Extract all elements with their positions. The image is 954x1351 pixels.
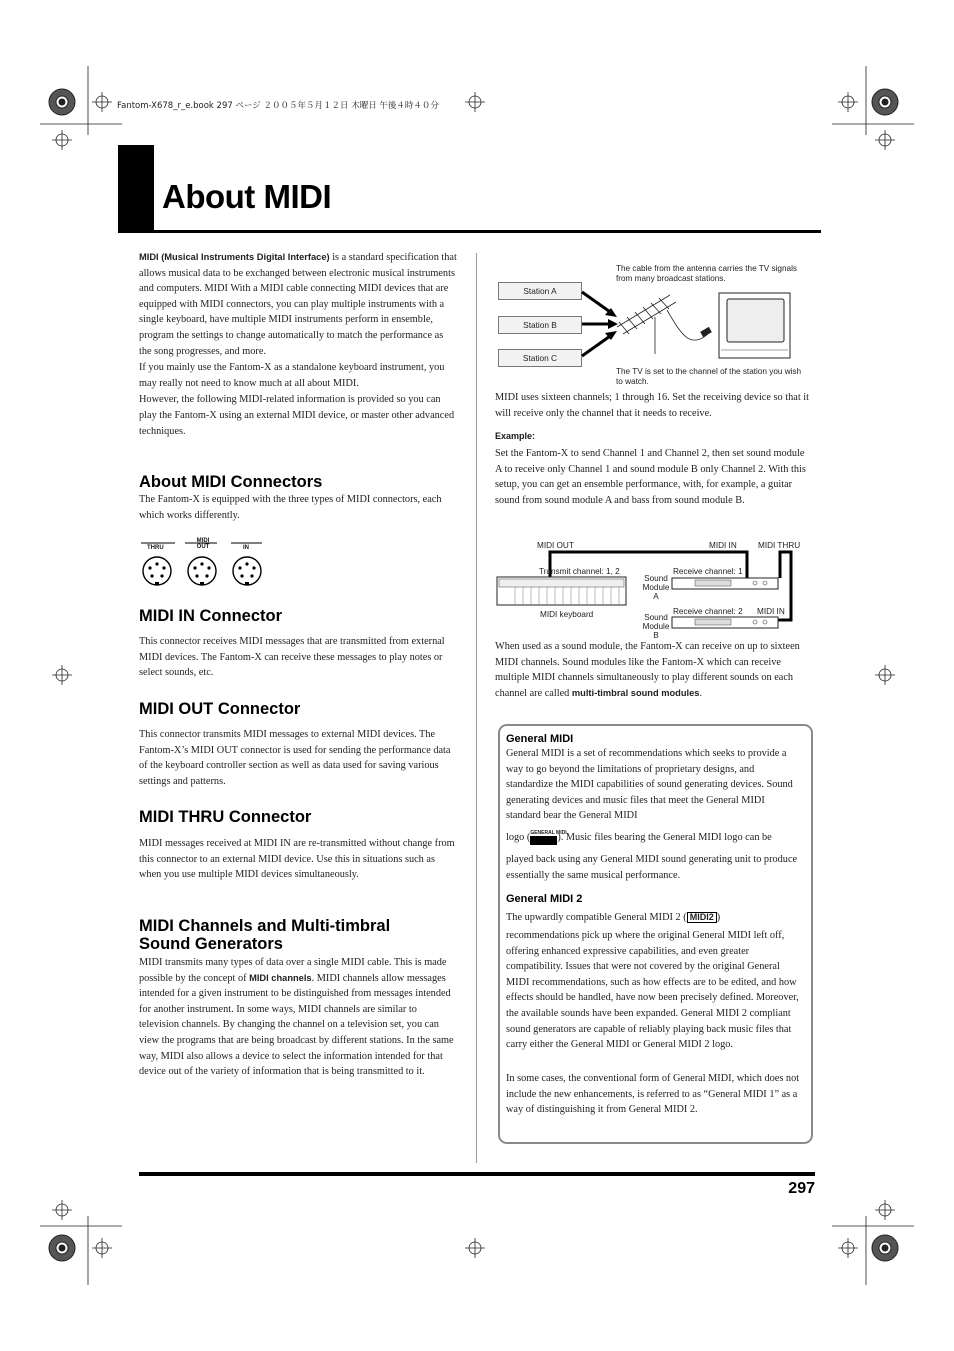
midi-in-top-label: MIDI IN: [709, 541, 737, 550]
channels-text-b: . MIDI channels allow messages intended for a given instrument to be distinguished from messages intended for another instrument. In some ways, MIDI channels are similar to television channels. By changing the channel on a television set, you can view the programs that are being broadcast by different stations. In the same way, MIDI also allows a device to select the information intended for that device out of the variety of information that is being transmitted to it.: [139, 972, 454, 1078]
tv-note: The TV is set to the channel of the station you wish to watch.: [616, 367, 802, 386]
gm2-suffix: ): [716, 912, 721, 923]
column-divider: [476, 253, 477, 1163]
gm-logo-suffix: ). Music files bearing the General MIDI logo can be: [557, 832, 772, 843]
connectors-heading: About MIDI Connectors: [139, 473, 323, 491]
station-c-box: Station C: [498, 349, 582, 367]
out-label: MIDI OUT: [196, 538, 210, 550]
tv-broadcast-diagram: [495, 262, 815, 390]
example-label: Example:: [495, 431, 536, 441]
midi-in-heading: MIDI IN Connector: [139, 607, 282, 625]
sixteen-channels-text: MIDI uses sixteen channels; 1 through 16. Set the receiving device so that it will receive only the channel that it needs to receive.: [495, 392, 809, 419]
midi-thru-text: MIDI messages received at MIDI IN are re-transmitted without change from this connector to an external MIDI device. Use this in situations such as when you use multiple MIDI devices simultaneously.: [139, 838, 455, 881]
midi-out-label: MIDI OUT: [537, 541, 574, 550]
channels-heading-line-1: MIDI Channels and Multi-timbral: [139, 917, 391, 935]
gm-text-1: General MIDI is a set of recommendations which seeks to provide a way to go beyond the limitations of proprietary designs, and standardize the MIDI capabilities of sound generating devices. Sound generating devices and music files that meet the General MIDI standard bear the General MIDI: [506, 748, 793, 822]
intro-section: [139, 250, 457, 439]
title-block: [118, 145, 154, 233]
gm-logo-line: [506, 830, 806, 846]
midi-connectors-illustration: [139, 538, 264, 590]
midi-connection-diagram: [495, 538, 815, 638]
midi-thru-heading: MIDI THRU Connector: [139, 808, 312, 826]
gm2-prefix: The upwardly compatible General MIDI 2 (: [506, 912, 687, 923]
connectors-text: The Fantom-X is equipped with the three types of MIDI connectors, each which works differently.: [139, 494, 442, 521]
midi-in-bottom-label: MIDI IN: [757, 607, 785, 616]
midi-out-heading: MIDI OUT Connector: [139, 700, 301, 718]
multitimbral-body: When used as a sound module, the Fantom-X can receive on up to sixteen MIDI channels. Sound modules like the Fantom-X which can receive multiple MIDI channels simultaneously to play different sounds on each channel are called: [495, 641, 800, 699]
module-b-label: Sound Module B: [642, 613, 670, 640]
multitimbral-end: .: [699, 687, 703, 699]
cable-note: The cable from the antenna carries the TV signals from many broadcast stations.: [616, 264, 797, 283]
intro-paragraph-1: [139, 250, 457, 359]
gm-heading: General MIDI: [506, 733, 574, 745]
example-text: Set the Fantom-X to send Channel 1 and Channel 2, then set sound module A to receive only Channel 1 and sound module B only Channel 2. With this setup, you can get an ensemble performance, with, for example, a guitar sound from sound module A and bass from sound module B.: [495, 448, 806, 506]
station-a-box: Station A: [498, 282, 582, 300]
station-b-box: Station B: [498, 316, 582, 334]
gm2-text-1: recommendations pick up where the original General MIDI left off, offering enhanced expressive capabilities, and even greater compatibility. Issues that were not covered by the original General MIDI recommendations, such as how effects are to be edited, and how effects should be handled, have now been precisely defined. Moreover, the available sounds have been expanded. General MIDI 2 compliant sound generators are capable of reliably playing back music files that carry either the General MIDI or General MIDI 2 logo.: [506, 930, 799, 1051]
midi-thru-label: MIDI THRU: [758, 541, 801, 550]
gm-text-2: played back using any General MIDI sound generating unit to produce essentially the same musical performance.: [506, 854, 798, 881]
intro-paragraph-2: If you mainly use the Fantom-X as a standalone keyboard instrument, you may really not need to know much at all about MIDI.: [139, 362, 445, 389]
footer-rule: [139, 1172, 815, 1176]
channels-text-a: MIDI transmits many types of data over a single MIDI cable. This is made possible by the concept of: [139, 957, 447, 984]
receive-2-label: Receive channel: 2: [673, 607, 743, 616]
multitimbral-term: multi-timbral sound modules: [571, 687, 700, 698]
gm2-logo-line: [506, 910, 806, 926]
midi-term: MIDI (Musical Instruments Digital Interface): [139, 252, 330, 262]
intro-paragraph-3: However, the following MIDI-related information is provided so you can play the Fantom-X using an external MIDI device, or master other advanced techniques.: [139, 394, 455, 437]
keyboard-label: MIDI keyboard: [540, 610, 594, 619]
channels-text: [139, 955, 457, 1080]
multitimbral-text: [495, 639, 813, 701]
midi-in-text: This connector receives MIDI messages that are transmitted from external MIDI devices. The Fantom-X can receive these messages to play notes or select sounds, etc.: [139, 636, 445, 679]
module-a-label: Sound Module A: [642, 574, 670, 601]
page-title: About MIDI: [162, 178, 332, 215]
thru-label: THRU: [147, 545, 164, 551]
gm-logo-prefix: logo (: [506, 832, 531, 843]
intro-text: is a standard specification that allows musical data to be exchanged between electronic musical instruments and computers. MIDI With a MIDI cable connecting MIDI devices that are equipped with MIDI connectors, you can play multiple instruments with a single keyboard, have multiple MIDI instruments perform in ensemble, program the settings to change automatically to match the performance as the song progresses, and more.: [139, 252, 457, 357]
page-number: 297: [788, 1180, 815, 1197]
in-label: IN: [243, 545, 249, 551]
gm2-text-2: In some cases, the conventional form of General MIDI, which does not include the new enhancements, is referred to as “General MIDI 1” as a way of distinguishing it from General MIDI 2.: [506, 1073, 800, 1116]
midi-out-text: This connector transmits MIDI messages to external MIDI devices. The Fantom-X’s MIDI OUT connector is used for sending the performance data of the keyboard controller section as well as data used for saving various settings and patterns.: [139, 729, 451, 787]
midi-channels-term: MIDI channels: [249, 972, 312, 983]
title-rule: [118, 230, 821, 233]
gm2-heading: General MIDI 2: [506, 893, 583, 905]
gm-logo-text: GENERAL MIDI: [530, 830, 557, 845]
file-info-header: Fantom-X678_r_e.book 297 ページ ２００５年５月１２日 木曜日 午後４時４０分: [117, 101, 439, 111]
channels-heading: [139, 917, 390, 953]
receive-1-label: Receive channel: 1: [673, 567, 743, 576]
channels-heading-line-2: Sound Generators: [139, 935, 283, 953]
general-midi-logo: [530, 830, 567, 845]
transmit-label: Transmit channel: 1, 2: [539, 567, 620, 576]
general-midi-2-logo: MIDI2: [687, 912, 717, 923]
